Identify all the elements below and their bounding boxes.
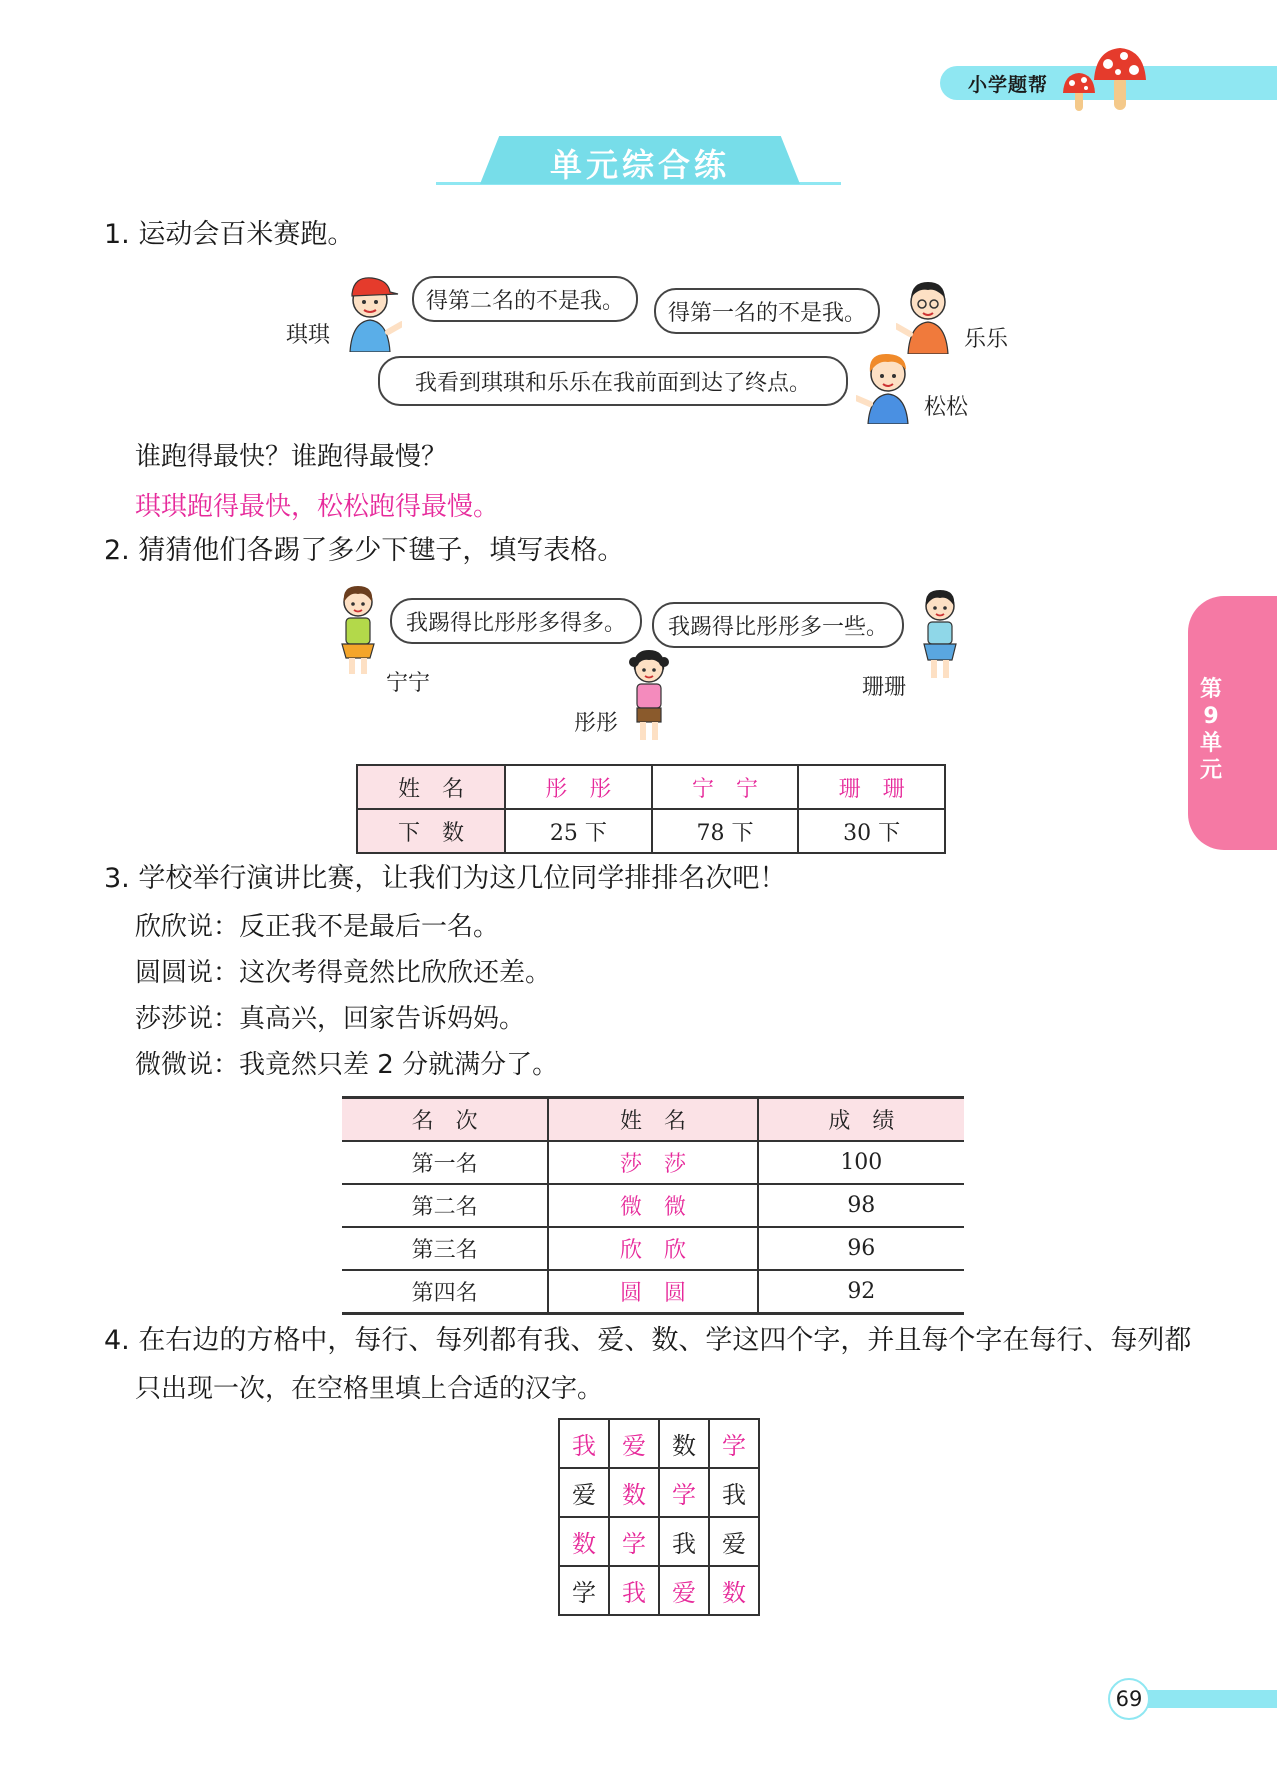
table-row [357,765,945,809]
speech-bubble-shanshan: 我踢得比彤彤多一些。 [652,602,904,648]
speech-bubble-songsong: 我看到琪琪和乐乐在我前面到达了终点。 [378,356,848,406]
grid-cell: 学 [709,1419,759,1468]
grid-cell: 数 [609,1468,659,1517]
table-row [342,1270,964,1314]
question-1-answer: 琪琪跑得最快，松松跑得最慢。 [135,492,500,522]
rank-cell: 第二名 [342,1184,548,1227]
grid-row [559,1566,759,1615]
score-cell: 92 [758,1270,964,1314]
rank-cell: 第一名 [342,1141,548,1184]
score-cell: 100 [758,1141,964,1184]
brand-title: 小学题帮 [968,74,1049,96]
grid-cell: 爱 [609,1419,659,1468]
kid-name-songsong: 松松 [924,395,969,420]
rank-cell: 第四名 [342,1270,548,1314]
kid-name-qiqi: 琪琪 [286,323,331,348]
grid-cell: 我 [709,1468,759,1517]
speech-bubble-ningning: 我踢得比彤彤多得多。 [390,598,642,644]
grid-cell: 我 [559,1419,609,1468]
column-header: 名 次 [342,1098,548,1142]
grid-row [559,1468,759,1517]
character-grid [558,1418,760,1616]
statement-yuanyuan: 圆圆说：这次考得竟然比欣欣还差。 [135,958,552,988]
grid-cell: 学 [659,1468,709,1517]
table-cell: 30 下 [798,809,945,853]
row-header-count: 下 数 [357,809,505,853]
table-header-row [342,1098,964,1142]
speech-bubble-qiqi: 得第二名的不是我。 [412,276,638,322]
question-1: 1. 运动会百米赛跑。 [104,219,355,250]
page-number: 69 [1108,1678,1150,1720]
kid-name-tongtong: 彤彤 [574,711,619,736]
name-cell: 莎 莎 [548,1141,757,1184]
question-3: 3. 学校举行演讲比赛，让我们为这几位同学排排名次吧！ [104,863,787,894]
kid-name-ningning: 宁宁 [386,671,431,696]
kid-shanshan-icon [914,584,964,684]
grid-cell: 我 [659,1517,709,1566]
table-row [342,1227,964,1270]
name-cell: 圆 圆 [548,1270,757,1314]
speech-bubble-lele: 得第一名的不是我。 [654,288,880,334]
grid-cell: 数 [709,1566,759,1615]
question-2: 2. 猜猜他们各踢了多少下毽子，填写表格。 [104,535,625,566]
grid-cell: 我 [609,1566,659,1615]
kick-count-table [356,764,946,854]
table-cell: 78 下 [652,809,799,853]
kid-qiqi-icon [340,270,402,352]
mushroom-icon [1092,46,1148,112]
grid-cell: 数 [659,1419,709,1468]
statement-shasha: 莎莎说：真高兴，回家告诉妈妈。 [135,1004,526,1034]
kid-tongtong-icon [624,646,674,746]
page-title: 单元综合练 [549,146,730,184]
column-header: 姓 名 [548,1098,757,1142]
table-row [342,1141,964,1184]
grid-cell: 爱 [659,1566,709,1615]
ranking-table [342,1096,964,1315]
name-cell: 欣 欣 [548,1227,757,1270]
question-4-line-1: 4. 在右边的方格中，每行、每列都有我、爱、数、学这四个字，并且每个字在每行、每列都 [104,1325,1192,1356]
table-row [357,809,945,853]
grid-cell: 学 [559,1566,609,1615]
table-row [342,1184,964,1227]
small-mushroom-icon [1062,72,1096,112]
rank-cell: 第三名 [342,1227,548,1270]
kid-name-shanshan: 珊珊 [862,675,907,700]
column-header: 成 绩 [758,1098,964,1142]
table-cell: 珊 珊 [798,765,945,809]
row-header-name: 姓 名 [357,765,505,809]
table-cell: 彤 彤 [505,765,652,809]
question-4-line-2: 只出现一次，在空格里填上合适的汉字。 [135,1374,604,1404]
unit-label: 第9单元 [1199,677,1222,783]
grid-cell: 学 [609,1517,659,1566]
score-cell: 98 [758,1184,964,1227]
grid-cell: 爱 [559,1468,609,1517]
grid-row [559,1517,759,1566]
name-cell: 微 微 [548,1184,757,1227]
grid-cell: 爱 [709,1517,759,1566]
question-1-prompt: 谁跑得最快？谁跑得最慢？ [135,442,448,472]
grid-cell: 数 [559,1517,609,1566]
statement-weiwei: 微微说：我竟然只差 2 分就满分了。 [135,1050,559,1080]
kid-ningning-icon [334,580,384,680]
kid-lele-icon [896,272,958,354]
kid-name-lele: 乐乐 [964,327,1009,352]
table-cell: 25 下 [505,809,652,853]
statement-xinxin: 欣欣说：反正我不是最后一名。 [135,912,500,942]
grid-row [559,1419,759,1468]
table-cell: 宁 宁 [652,765,799,809]
kid-songsong-icon [856,346,918,424]
score-cell: 96 [758,1227,964,1270]
